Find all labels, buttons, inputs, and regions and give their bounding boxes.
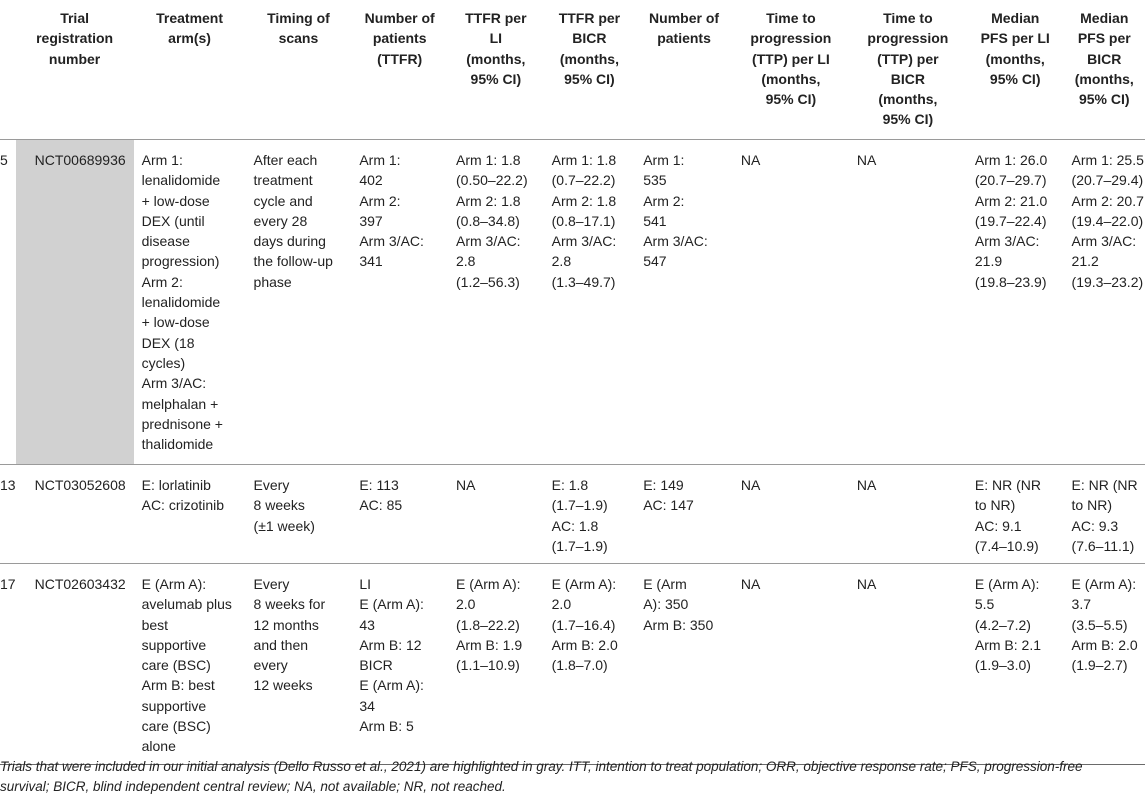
cell-text-line: (months, — [878, 91, 938, 108]
cell-text-line: 2.8 — [551, 253, 572, 270]
cell-text-line: LI — [359, 576, 372, 592]
cell-text-line: (1.1–10.9) — [456, 657, 520, 674]
cell-text-line: E (Arm — [643, 576, 687, 592]
cell-text-line: NA — [740, 576, 761, 592]
cell-text-line: Time to — [883, 10, 933, 26]
cell-text-line: (1.8–22.2) — [456, 616, 520, 633]
cell-text-line: 34 — [359, 697, 375, 714]
cell-text-line: progression — [867, 30, 949, 47]
footnote-line: survival; BICR, blind independent central review; NA, not available; NR, not reached. — [0, 779, 506, 794]
cell-text-line: care (BSC) — [141, 657, 211, 674]
cell-text-line: avelumab plus — [141, 596, 232, 613]
cell-text-line: (1.2–56.3) — [456, 273, 520, 290]
table-cell — [733, 465, 849, 564]
table-cell — [544, 465, 636, 564]
cell-text-line: NA — [856, 477, 877, 493]
header-cell — [733, 0, 849, 140]
cell-text-line: (±1 week) — [253, 517, 315, 534]
table-cell — [544, 140, 636, 465]
cell-text-line: 95% CI) — [989, 70, 1041, 87]
cell-text-line: BICR — [890, 70, 925, 87]
table-cell — [1064, 564, 1145, 765]
cell-text-line: 95% CI) — [882, 111, 934, 128]
cell-text-line: Arm 3/AC: — [551, 233, 617, 250]
cell-text-line: Arm 3/AC: — [359, 233, 424, 250]
cell-text-line: 13 — [0, 477, 16, 493]
cell-text-line: Arm 3/AC: — [1071, 233, 1137, 250]
cell-text-line: PFS per LI — [980, 30, 1050, 47]
table-row — [0, 564, 1145, 765]
table-cell — [351, 140, 448, 465]
cell-text-line: E (Arm A): — [359, 596, 424, 613]
cell-text-line: (1.8–7.0) — [551, 657, 608, 674]
table-cell — [246, 564, 352, 765]
header-cell — [134, 0, 246, 140]
cell-text-line: Arm 2: 20.7 — [1071, 192, 1144, 209]
cell-text-line: Arm 1: 26.0 — [974, 152, 1048, 168]
cell-text-line: supportive — [141, 697, 207, 714]
cell-text-line: Arm 1: — [359, 152, 401, 168]
table-cell — [967, 140, 1064, 465]
cell-text-line: arm(s) — [168, 30, 211, 47]
cell-text-line: NCT02603432 — [34, 576, 126, 592]
table-cell — [635, 465, 733, 564]
cell-text-line: Arm 2: — [359, 192, 401, 209]
header-cell — [1064, 0, 1145, 140]
reference-cell — [0, 564, 16, 765]
cell-text-line: (0.7–22.2) — [551, 172, 616, 189]
reference-cell — [0, 140, 16, 465]
cell-text-line: E: 113 — [359, 477, 399, 493]
header-cell — [448, 0, 544, 140]
cell-text-line: Median — [1080, 10, 1129, 26]
cell-text-line: NA — [740, 152, 761, 168]
table-row — [0, 465, 1145, 564]
cell-text-line: (1.9–3.0) — [974, 657, 1031, 674]
cell-text-line: the follow-up — [253, 253, 333, 270]
cell-text-line: TTFR per — [465, 10, 527, 26]
reference-cell — [0, 465, 16, 564]
cell-text-line: Arm 2: 1.8 — [456, 192, 521, 209]
cell-text-line: disease — [141, 233, 190, 250]
cell-text-line: (0.8–34.8) — [456, 212, 520, 229]
cell-text-line: DEX (until — [141, 212, 205, 229]
cell-text-line: Arm B: 2.1 — [974, 636, 1042, 653]
table-cell — [733, 140, 849, 465]
cell-text-line: 95% CI) — [1078, 91, 1130, 108]
header-cell — [544, 0, 636, 140]
cell-text-line: Arm B: 12 — [359, 636, 422, 653]
table-cell — [351, 564, 448, 765]
cell-text-line: Arm 1: 1.8 — [551, 152, 617, 168]
cell-text-line: 21.2 — [1071, 253, 1099, 270]
table-cell — [134, 564, 246, 765]
cell-text-line: 541 — [643, 212, 667, 229]
cell-text-line: 2.0 — [456, 596, 476, 613]
table-cell — [635, 140, 733, 465]
cell-text-line: Arm 3/AC: — [141, 375, 207, 392]
cell-text-line: Arm B: 2.0 — [1071, 636, 1138, 653]
cell-text-line: 95% CI) — [765, 91, 817, 108]
cell-text-line: Arm 2: — [643, 192, 685, 209]
cell-text-line: Arm B: best — [141, 677, 215, 694]
table-cell — [967, 564, 1064, 765]
cell-text-line: supportive — [141, 636, 207, 653]
cell-text-line: 3.7 — [1071, 596, 1091, 613]
cell-text-line: AC: 9.1 — [974, 517, 1022, 534]
cell-text-line: (1.9–2.7) — [1071, 657, 1128, 674]
cell-text-line: DEX (18 — [141, 334, 195, 351]
cell-text-line: (1.3–49.7) — [551, 273, 616, 290]
cell-text-line: E (Arm A): — [551, 576, 617, 592]
cell-text-line: 402 — [359, 172, 383, 189]
cell-text-line: (19.3–23.2) — [1071, 273, 1144, 290]
cell-text-line: (1.7–1.9) — [551, 537, 608, 554]
cell-text-line: Arm 3/AC: — [456, 233, 521, 250]
cell-text-line: BICR — [1087, 50, 1122, 67]
cell-text-line: (19.4–22.0) — [1071, 212, 1144, 229]
cell-text-line: (19.8–23.9) — [974, 273, 1047, 290]
cell-text-line: every — [253, 657, 288, 674]
cell-text-line: + low-dose — [141, 192, 210, 209]
cell-text-line: Arm 3/AC: — [974, 233, 1040, 250]
cell-text-line: After each — [253, 152, 318, 168]
header-cell — [849, 0, 967, 140]
cell-text-line: and then — [253, 636, 309, 653]
cell-text-line: phase — [253, 273, 292, 290]
cell-text-line: Arm 2: — [141, 273, 183, 290]
cell-text-line: (months, — [985, 50, 1045, 67]
cell-text-line: progression) — [141, 253, 220, 270]
cell-text-line: patients — [657, 30, 711, 47]
cell-text-line: (months, — [761, 70, 821, 87]
cell-text-line: (4.2–7.2) — [974, 616, 1031, 633]
cell-text-line: 21.9 — [974, 253, 1003, 270]
cell-text-line: progression — [750, 30, 832, 47]
cell-text-line: Time to — [766, 10, 816, 26]
cell-text-line: NCT00689936 — [34, 152, 126, 168]
header-cell — [246, 0, 352, 140]
cell-text-line: E (Arm A): — [359, 677, 424, 694]
cell-text-line: 95% CI) — [564, 70, 615, 87]
header-cell — [0, 0, 16, 140]
cell-text-line: (0.50–22.2) — [456, 172, 528, 189]
cell-text-line: (1.7–16.4) — [551, 616, 616, 633]
table-cell — [1064, 140, 1145, 465]
cell-text-line: (TTP) per LI — [751, 50, 830, 67]
cell-text-line: Timing of — [267, 10, 330, 26]
cell-text-line: Trial — [60, 10, 89, 26]
cell-text-line: days during — [253, 233, 326, 250]
cell-text-line: (19.7–22.4) — [974, 212, 1047, 229]
cell-text-line: Arm 1: 25.5 — [1071, 152, 1144, 168]
cell-text-line: treatment — [253, 172, 313, 189]
table-cell — [849, 465, 967, 564]
cell-text-line: 12 weeks — [253, 677, 313, 694]
table-cell — [134, 140, 246, 465]
cell-text-line: Arm B: 5 — [359, 718, 414, 735]
cell-text-line: AC: 147 — [643, 497, 694, 514]
cell-text-line: (TTFR) — [377, 50, 423, 67]
cell-text-line: NA — [456, 477, 476, 493]
cell-text-line: patients — [372, 30, 427, 47]
cell-text-line: lenalidomide — [141, 172, 221, 189]
header-cell — [635, 0, 733, 140]
table-cell — [849, 564, 967, 765]
cell-text-line: care (BSC) — [141, 718, 211, 735]
cell-text-line: thalidomide — [141, 436, 214, 453]
cell-text-line: 12 months — [253, 616, 319, 633]
cell-text-line: (7.6–11.1) — [1071, 537, 1135, 554]
table-cell — [351, 465, 448, 564]
cell-text-line: 397 — [359, 212, 383, 229]
cell-text-line: 17 — [0, 576, 16, 592]
cell-text-line: (3.5–5.5) — [1071, 616, 1128, 633]
table-cell — [1064, 465, 1145, 564]
table-cell — [544, 564, 636, 765]
table-cell — [448, 465, 544, 564]
header-cell — [967, 0, 1064, 140]
cell-text-line: 2.8 — [456, 253, 476, 270]
cell-text-line: Arm B: 350 — [643, 616, 714, 633]
cell-text-line: Arm 2: 1.8 — [551, 192, 617, 209]
table-row — [0, 140, 1145, 465]
cell-text-line: Treatment — [156, 10, 224, 26]
table-footnote — [0, 757, 1140, 797]
cell-text-line: E: NR (NR — [1071, 477, 1138, 493]
cell-text-line: Arm B: 1.9 — [456, 636, 523, 653]
cell-text-line: AC: 1.8 — [551, 517, 599, 534]
cell-text-line: Arm B: 2.0 — [551, 636, 618, 653]
cell-text-line: Median — [991, 10, 1040, 26]
cell-text-line: NA — [856, 576, 877, 592]
header-cell — [351, 0, 448, 140]
table-cell — [967, 465, 1064, 564]
cell-text-line: TTFR per — [558, 10, 621, 26]
cell-text-line: A): 350 — [643, 596, 689, 613]
cell-text-line: 8 weeks — [253, 497, 305, 514]
header-cell — [16, 0, 134, 140]
cell-text-line: E (Arm A): — [1071, 576, 1137, 592]
cell-text-line: alone — [141, 738, 176, 755]
cell-text-line: E: NR (NR — [974, 477, 1041, 493]
cell-text-line: 535 — [643, 172, 667, 189]
cell-text-line: lenalidomide — [141, 294, 221, 311]
cell-text-line: 2.0 — [551, 596, 572, 613]
cell-text-line: AC: 9.3 — [1071, 517, 1119, 534]
cell-text-line: + low-dose — [141, 314, 210, 331]
cell-text-line: best — [141, 616, 169, 633]
table-cell — [635, 564, 733, 765]
cell-text-line: (TTP) per — [877, 50, 939, 67]
cell-text-line: Number of — [649, 10, 720, 26]
cell-text-line: AC: crizotinib — [141, 497, 225, 514]
table-cell — [733, 564, 849, 765]
cell-text-line: (months, — [1074, 70, 1134, 87]
cell-text-line: 43 — [359, 616, 375, 633]
cell-text-line: Arm 2: 21.0 — [974, 192, 1048, 209]
cell-text-line: every 28 — [253, 212, 308, 229]
cell-text-line: AC: 85 — [359, 497, 403, 514]
cell-text-line: NA — [740, 477, 761, 493]
cell-text-line: 5.5 — [974, 596, 995, 613]
cell-text-line: Every — [253, 576, 290, 592]
header-row — [0, 0, 1145, 140]
cell-text-line: Arm 1: 1.8 — [456, 152, 521, 168]
trial-id-cell — [16, 564, 134, 765]
cell-text-line: (7.4–10.9) — [974, 537, 1039, 554]
cell-text-line: to NR) — [1071, 497, 1112, 514]
cell-text-line: E: 1.8 — [551, 477, 589, 493]
cell-text-line: E (Arm A): — [456, 576, 521, 592]
cell-text-line: cycles) — [141, 354, 186, 371]
cell-text-line: registration — [36, 30, 114, 47]
cell-text-line: NA — [856, 152, 877, 168]
table-cell — [448, 564, 544, 765]
cell-text-line: scans — [278, 30, 319, 47]
cell-text-line: 95% CI) — [470, 70, 522, 87]
table-cell — [134, 465, 246, 564]
table-cell — [448, 140, 544, 465]
trial-id-cell — [16, 465, 134, 564]
table-cell — [246, 140, 352, 465]
cell-text-line: 341 — [359, 253, 383, 270]
table-cell — [849, 140, 967, 465]
cell-text-line: to NR) — [974, 497, 1016, 514]
cell-text-line: 547 — [643, 253, 667, 270]
cell-text-line: Arm 3/AC: — [643, 233, 708, 250]
cell-text-line: E (Arm A): — [141, 576, 207, 592]
cell-text-line: Arm 1: — [141, 152, 183, 168]
cell-text-line: (months, — [466, 50, 526, 67]
cell-text-line: (0.8–17.1) — [551, 212, 616, 229]
cell-text-line: E: 149 — [643, 477, 684, 493]
cell-text-line: cycle and — [253, 192, 313, 209]
cell-text-line: Number of — [364, 10, 435, 26]
cell-text-line: Every — [253, 477, 290, 493]
cell-text-line: (20.7–29.7) — [974, 172, 1047, 189]
trial-id-cell — [16, 140, 134, 465]
cell-text-line: 8 weeks for — [253, 596, 326, 613]
cell-text-line: number — [48, 50, 101, 67]
cell-text-line: BICR — [572, 30, 607, 47]
cell-text-line: 5 — [0, 152, 8, 168]
cell-text-line: (months, — [559, 50, 619, 67]
cell-text-line: prednisone + — [141, 415, 223, 432]
cell-text-line: LI — [489, 30, 503, 47]
cell-text-line: E (Arm A): — [974, 576, 1040, 592]
cell-text-line: (1.7–1.9) — [551, 497, 608, 514]
cell-text-line: melphalan + — [141, 395, 219, 412]
cell-text-line: (20.7–29.4) — [1071, 172, 1144, 189]
cell-text-line: PFS per — [1077, 30, 1131, 47]
cell-text-line: BICR — [359, 657, 393, 674]
cell-text-line: NCT03052608 — [34, 477, 126, 493]
table-cell — [246, 465, 352, 564]
footnote-line: Trials that were included in our initial analysis (Dello Russo et al., 2021) are highlighted in gray. ITT, intention to treat population; ORR, objective response rate; PFS, progression-free — [0, 759, 1083, 774]
cell-text-line: Arm 1: — [643, 152, 685, 168]
cell-text-line: E: lorlatinib — [141, 477, 211, 493]
